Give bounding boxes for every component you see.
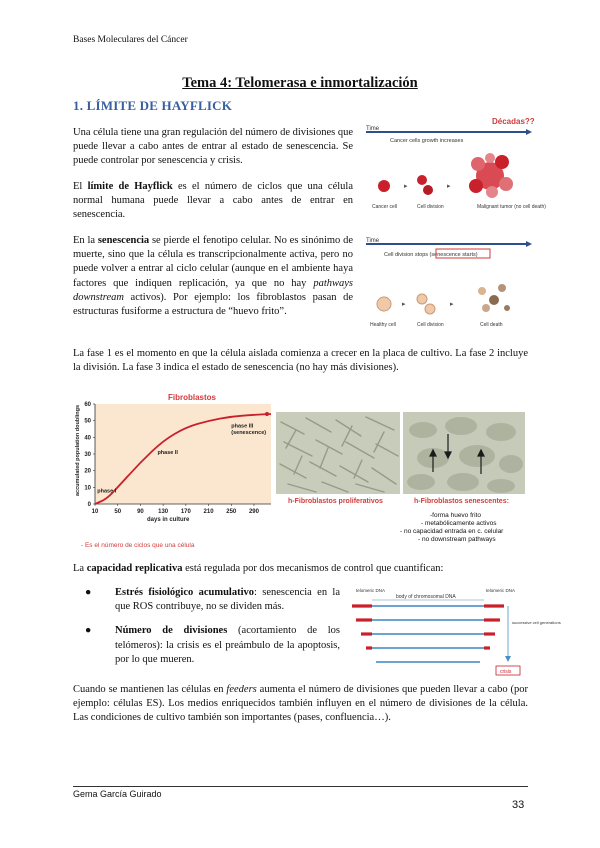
svg-text:body of chromosomal DNA: body of chromosomal DNA — [396, 594, 456, 600]
x-tick-label: 170 — [180, 509, 191, 515]
chart-annotation: phase III — [231, 423, 254, 430]
cancer-cell-icon — [378, 180, 390, 192]
senescent-fibroblasts-photo — [403, 412, 525, 494]
list-item: ● Número de divisiones (acortamiento de los telómeros): la crisis es el preámbulo de la apoptosis, por lo que mueren. — [85, 625, 340, 665]
svg-text:Cell division: Cell division — [417, 204, 444, 210]
x-tick-label: 250 — [226, 509, 237, 515]
y-tick-label: 50 — [84, 418, 91, 425]
paragraph-phases: La fase 1 es el momento en que la célula aislada comienza a crecer en la placa de cultivo. La fase 2 incluye la división. La fase 3 indica el estado de senescencia (no hay más divisiones). — [73, 348, 528, 374]
cancer-vs-senescence-figure — [362, 116, 546, 336]
svg-text:telomeric DNA: telomeric DNA — [486, 588, 516, 593]
chart-plot-area — [95, 404, 271, 504]
svg-text:Cancer cell: Cancer cell — [372, 204, 398, 210]
chart-ylabel: accumulated population doublings — [75, 404, 81, 496]
telomere-shortening-figure — [348, 586, 561, 676]
y-tick-label: 10 — [84, 485, 91, 492]
term-replicative-capacity: capacidad replicativa — [86, 563, 183, 574]
control-mechanisms-list — [85, 586, 340, 677]
section-title: 1. LÍMITE DE HAYFLICK — [73, 98, 233, 113]
svg-text:▸: ▸ — [404, 182, 408, 190]
x-tick-label: 90 — [137, 509, 144, 515]
svg-text:Cell death: Cell death — [480, 322, 503, 328]
list-item: - no downstream pathways — [418, 536, 496, 543]
svg-text:Cell division: Cell division — [417, 322, 444, 328]
page-number: 33 — [512, 799, 525, 811]
y-tick-label: 0 — [87, 502, 91, 508]
x-tick-label: 290 — [248, 509, 259, 515]
y-tick-label: 40 — [84, 435, 91, 442]
chart-xlabel: days in culture — [147, 517, 190, 523]
time-label-1: Time — [366, 126, 380, 132]
term-senescence: senescencia — [97, 235, 150, 246]
page-title: Tema 4: Telomerasa e inmortalización — [182, 75, 418, 91]
list-item: - no capacidad entrada en c. celular — [400, 528, 504, 535]
term-hayflick: límite de Hayflick — [87, 181, 173, 192]
growth-label: Cancer cells growth increases — [390, 138, 464, 144]
senescent-caption: h-Fibroblastos senescentes: — [414, 498, 509, 505]
time-label-2: Time — [366, 238, 380, 244]
x-tick-label: 210 — [203, 509, 214, 515]
footer-divider — [73, 786, 528, 787]
svg-text:▸: ▸ — [447, 182, 451, 190]
paragraph-replicative: La capacidad replicativa está regulada por dos mecanismos de control que cuantifican: — [73, 563, 444, 574]
healthy-cell-icon — [377, 297, 391, 311]
svg-text:Malignant tumor (no cell death: Malignant tumor (no cell death) — [477, 204, 546, 210]
svg-text:▸: ▸ — [402, 300, 406, 308]
y-tick-label: 60 — [84, 402, 91, 408]
cell-death-icon — [478, 284, 510, 312]
chart-title: Fibroblastos — [168, 393, 217, 402]
y-tick-label: 30 — [84, 452, 91, 458]
list-item: ● Estrés fisiológico acumulativo: senescencia en la que ROS contribuye, no se dividen más. — [85, 587, 340, 613]
x-tick-label: 10 — [91, 509, 99, 515]
chart-footnote: - Es el número de ciclos que una célula — [81, 542, 195, 549]
chart-annotation: (senescence) — [231, 430, 267, 436]
malignant-tumor-icon — [469, 153, 513, 198]
senescence-stop-label: Cell division stops (senescence starts) — [384, 252, 478, 258]
hayflick-chart — [73, 390, 273, 550]
svg-text:telomeric DNA: telomeric DNA — [356, 588, 386, 593]
footer-author: Gema García Guirado — [73, 789, 162, 799]
svg-text:▸: ▸ — [450, 300, 454, 308]
crisis-label: crisis — [500, 669, 512, 675]
senescent-features-list — [400, 512, 504, 544]
paragraph-hayflick: El límite de Hayflick es el número de ciclos que una célula normal humana puede llevar a cabo antes de entrar en senescencia. — [73, 181, 353, 221]
chart-annotation: phase II — [157, 450, 178, 456]
proliferative-fibroblasts-photo — [276, 412, 400, 494]
paragraph-intro: Una célula tiene una gran regulación del número de divisiones que puede llevar a cabo antes de entrar al estado de senescencia. Se puede controlar por senescencia y crisis. — [73, 127, 353, 167]
paragraph-feeders: Cuando se mantienen las células en feeders aumenta el número de divisiones que pueden llevar a cabo (por ejemplo: células ES). Los medios enriquecidos también influyen en el número de divisiones de la célula. Las condiciones de cultivo también son importantes (pases, confluencia…). — [73, 684, 528, 724]
paragraph-senescence: En la senescencia se pierde el fenotipo celular. No es sinónimo de muerte, sino que la célula es transcripcionalmente activa, pero no puede volver a entrar al ciclo celular (aunque en el ambiente haya factores que indiquen replicación, ya que no hay pathways downstream activos). Por ejemplo: los fibroblastos pasan de estructuras fusiforme a estructura de “huevo frito”. — [73, 235, 353, 318]
series-end-point — [265, 412, 269, 416]
svg-text:successive cell generations: successive cell generations — [512, 620, 561, 625]
svg-text:Healthy cell: Healthy cell — [370, 322, 396, 328]
y-tick-label: 20 — [84, 468, 91, 475]
list-item: -forma huevo frito — [430, 512, 481, 519]
decadas-label: Décadas?? — [492, 117, 535, 126]
running-header: Bases Moleculares del Cáncer — [73, 35, 188, 45]
x-tick-label: 130 — [158, 509, 169, 515]
list-item: - metabólicamente activos — [421, 520, 497, 527]
x-tick-label: 50 — [114, 509, 122, 515]
proliferative-caption: h-Fibroblastos proliferativos — [288, 498, 383, 505]
chart-annotation: phase I — [97, 488, 117, 495]
